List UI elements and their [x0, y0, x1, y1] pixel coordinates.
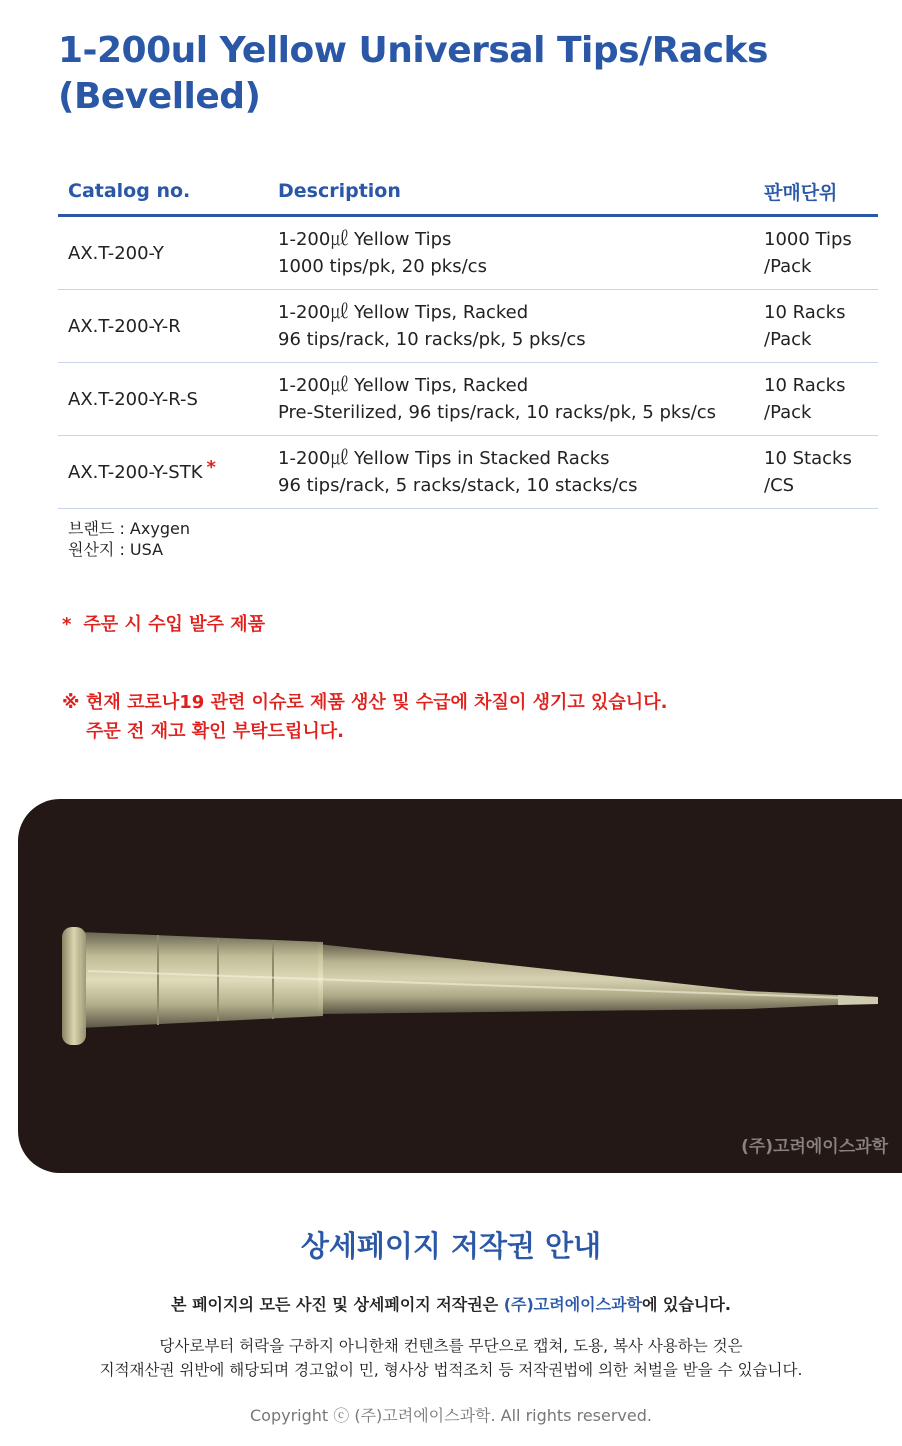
- description-line-2: Pre-Sterilized, 96 tips/rack, 10 racks/pk, 5 pks/cs: [278, 402, 717, 423]
- tip-point: [838, 995, 878, 1005]
- description-line-2: 1000 tips/pk, 20 pks/cs: [278, 256, 487, 277]
- ownership-text-pre: 본 페이지의 모든 사진 및 상세페이지 저작권은: [171, 1295, 504, 1314]
- copyright-footer: Copyright ⓒ (주)고려에이스과학. All rights reserved.: [250, 1406, 652, 1425]
- warning-line-1: 당사로부터 허락을 구하지 아니한채 컨텐츠를 무단으로 캡쳐, 도용, 복사 사용하는 것은: [159, 1337, 743, 1355]
- header-description: Description: [268, 168, 754, 216]
- unit-line-1: 10 Racks: [764, 302, 846, 323]
- table-row: [58, 436, 878, 509]
- description-cell: [268, 436, 754, 509]
- table-header-row: [58, 168, 878, 216]
- import-order-star: *: [206, 456, 216, 478]
- page-title: [58, 28, 878, 120]
- unit-cell: [754, 436, 878, 509]
- star-mark: *: [62, 614, 72, 635]
- description-line-1: 1-200㎕ Yellow Tips: [278, 229, 452, 250]
- unit-line-2: /Pack: [764, 329, 812, 350]
- catalog-table: [58, 168, 878, 509]
- copyright-warning: [0, 1334, 902, 1382]
- description-cell: [268, 216, 754, 290]
- description-line-2: 96 tips/rack, 5 racks/stack, 10 stacks/cs: [278, 475, 638, 496]
- company-name: (주)고려에이스과학: [503, 1295, 642, 1314]
- company-watermark: (주)고려에이스과학: [741, 1137, 888, 1157]
- description-cell: [268, 363, 754, 436]
- reference-mark: ※: [62, 692, 80, 713]
- unit-line-1: 10 Racks: [764, 375, 846, 396]
- catalog-cell: [58, 216, 268, 290]
- copyright-ownership: [0, 1292, 902, 1315]
- catalog-number: AX.T-200-Y-R: [68, 315, 181, 337]
- catalog-cell: [58, 436, 268, 509]
- copyright-notice-title: 상세페이지 저작권 안내: [300, 1229, 602, 1263]
- description-line-1: 1-200㎕ Yellow Tips, Racked: [278, 375, 529, 396]
- pipette-tip-image: [18, 799, 902, 1173]
- unit-line-1: 1000 Tips: [764, 229, 852, 250]
- title-line-1: 1-200ul Yellow Universal Tips/Racks: [58, 30, 768, 71]
- warning-line-2: 지적재산권 위반에 해당되며 경고없이 민, 형사상 법적조치 등 저작권법에 의한 처벌을 받을 수 있습니다.: [99, 1361, 803, 1379]
- unit-line-2: /Pack: [764, 402, 812, 423]
- product-photo: [18, 799, 902, 1173]
- brand-text: 브랜드 : Axygen: [68, 519, 190, 538]
- catalog-cell: [58, 363, 268, 436]
- description-cell: [268, 290, 754, 363]
- description-line-1: 1-200㎕ Yellow Tips, Racked: [278, 302, 529, 323]
- supply-notice-line-2: 주문 전 재고 확인 부탁드립니다.: [86, 721, 344, 742]
- import-order-text: 주문 시 수입 발주 제품: [83, 614, 265, 635]
- table-row: [58, 290, 878, 363]
- unit-cell: [754, 363, 878, 436]
- description-line-2: 96 tips/rack, 10 racks/pk, 5 pks/cs: [278, 329, 586, 350]
- tip-collar: [80, 932, 323, 1028]
- tip-cone: [318, 944, 878, 1014]
- tip-rim: [62, 927, 86, 1045]
- origin-text: 원산지 : USA: [68, 540, 164, 559]
- supply-notice-line-1: 현재 코로나19 관련 이슈로 제품 생산 및 수급에 차질이 생기고 있습니다.: [86, 692, 668, 713]
- table-row: [58, 216, 878, 290]
- header-sales-unit: 판매단위: [754, 168, 878, 216]
- header-catalog: Catalog no.: [58, 168, 268, 216]
- unit-line-1: 10 Stacks: [764, 448, 852, 469]
- table-row: [58, 363, 878, 436]
- unit-line-2: /CS: [764, 475, 795, 496]
- unit-cell: [754, 216, 878, 290]
- title-line-2: (Bevelled): [58, 76, 261, 117]
- import-order-note: [62, 610, 265, 636]
- supply-notice: [62, 688, 667, 746]
- unit-cell: [754, 290, 878, 363]
- catalog-cell: [58, 290, 268, 363]
- catalog-number: AX.T-200-Y-R-S: [68, 388, 198, 410]
- catalog-number: AX.T-200-Y-STK: [68, 461, 203, 483]
- ownership-text-post: 에 있습니다.: [642, 1295, 731, 1314]
- unit-line-2: /Pack: [764, 256, 812, 277]
- catalog-number: AX.T-200-Y: [68, 242, 164, 264]
- description-line-1: 1-200㎕ Yellow Tips in Stacked Racks: [278, 448, 610, 469]
- product-info: [68, 518, 190, 560]
